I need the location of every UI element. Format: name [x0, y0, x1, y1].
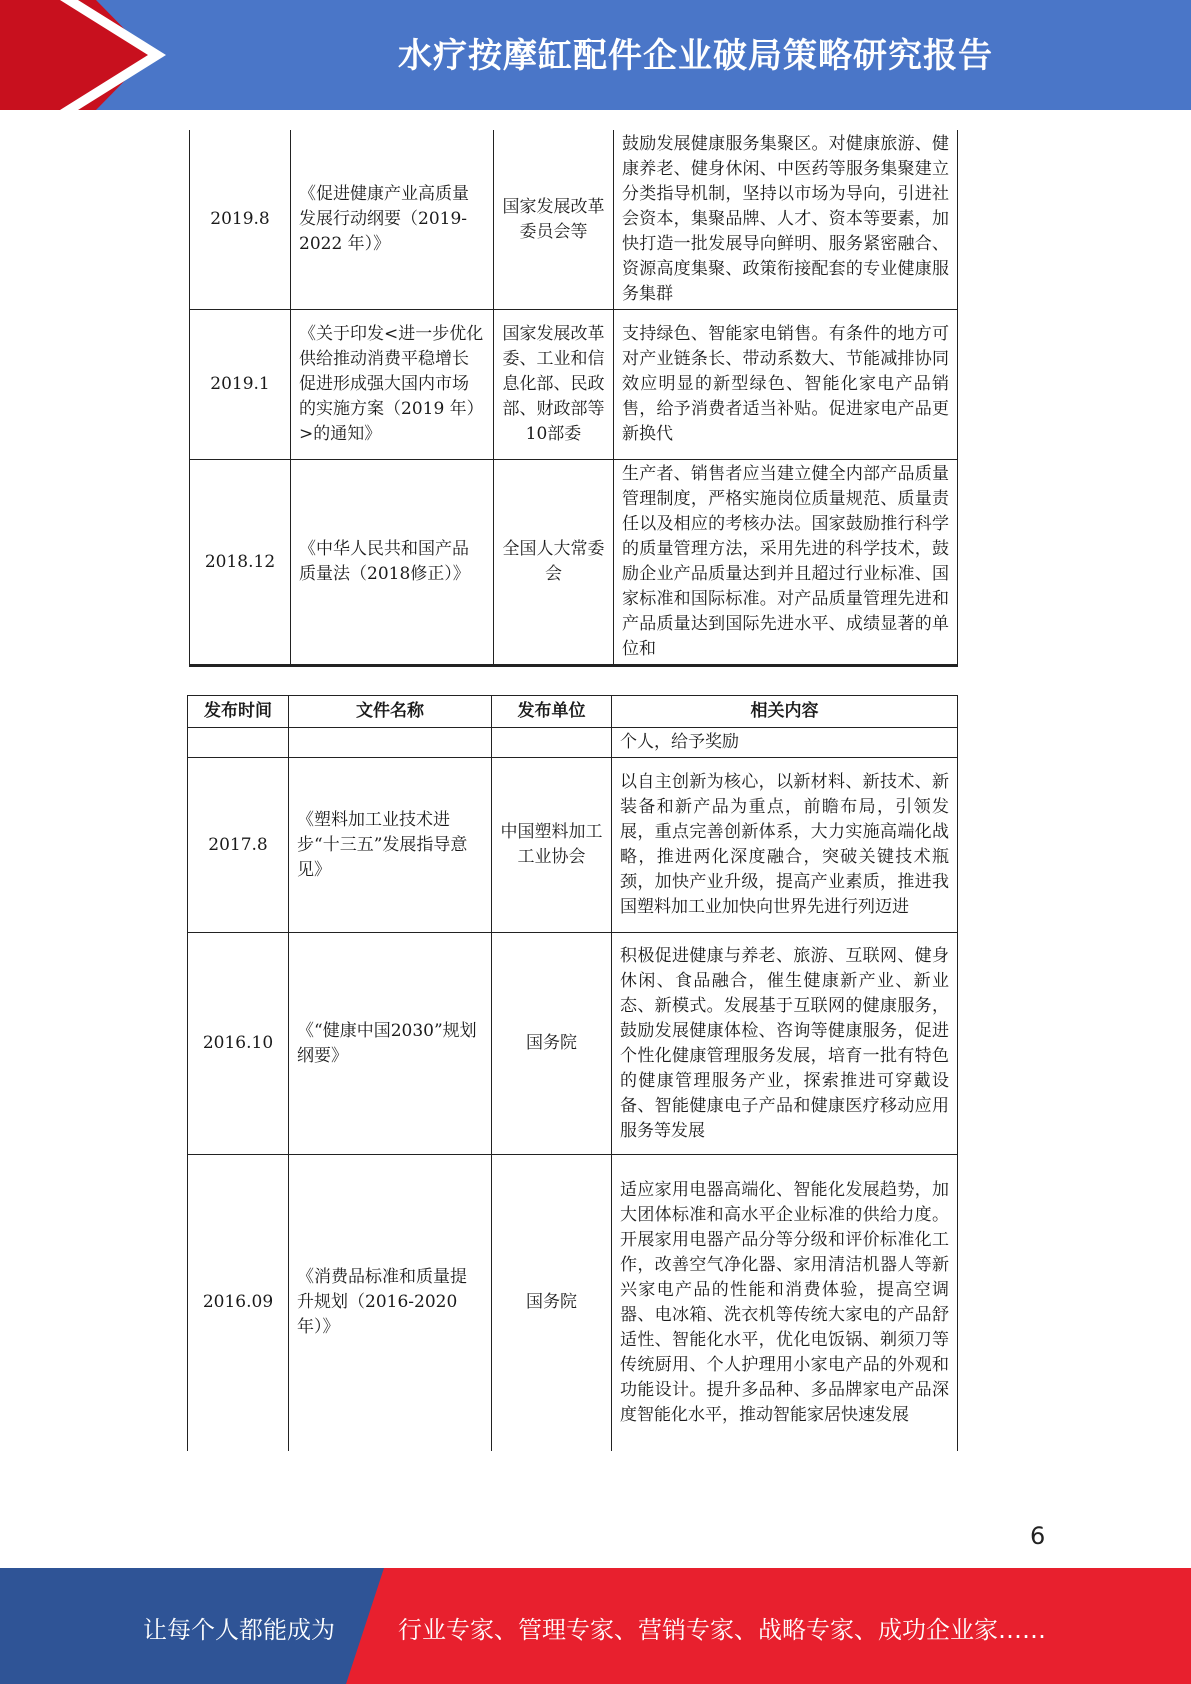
cell-document-name	[289, 728, 492, 758]
cell-document-name: 《中华人民共和国产品质量法（2018修正）》	[291, 460, 494, 666]
cell-issuer: 全国人大常委会	[494, 460, 614, 666]
cell-document-name: 《消费品标准和质量提升规划（2016-2020 年）》	[289, 1155, 492, 1451]
page-footer	[0, 1568, 1191, 1684]
cell-date: 2019.1	[190, 310, 291, 460]
table-row	[188, 1155, 958, 1451]
table-row	[188, 728, 958, 758]
table-row	[190, 460, 958, 666]
header-document-name: 文件名称	[289, 696, 492, 728]
cell-date	[188, 728, 289, 758]
cell-issuer: 国务院	[492, 933, 612, 1155]
cell-content: 支持绿色、智能家电销售。有条件的地方可对产业链条长、带动系数大、节能减排协同效应明显的新型绿色、智能化家电产品销售，给予消费者适当补贴。促进家电产品更新换代	[614, 310, 958, 460]
page-header	[0, 0, 1191, 110]
cell-issuer: 国务院	[492, 1155, 612, 1451]
cell-issuer: 国家发展改革委员会等	[494, 130, 614, 310]
footer-slogan-left: 让每个人都能成为	[143, 1616, 335, 1644]
cell-date: 2019.8	[190, 130, 291, 310]
footer-slogan-right: 行业专家、管理专家、营销专家、战略专家、成功企业家……	[398, 1616, 1046, 1644]
table-row	[190, 310, 958, 460]
header-content: 相关内容	[612, 696, 958, 728]
table-row	[188, 758, 958, 933]
table-row	[188, 933, 958, 1155]
cell-document-name: 《促进健康产业高质量发展行动纲要（2019-2022 年）》	[291, 130, 494, 310]
policy-table-continued	[189, 130, 958, 667]
header-issuer: 发布单位	[492, 696, 612, 728]
cell-date: 2016.10	[188, 933, 289, 1155]
cell-document-name: 《塑料加工业技术进步“十三五”发展指导意见》	[289, 758, 492, 933]
cell-document-name: 《关于印发<进一步优化供给推动消费平稳增长促进形成强大国内市场的实施方案（2019 年）>的通知》	[291, 310, 494, 460]
cell-issuer: 中国塑料加工工业协会	[492, 758, 612, 933]
cell-date: 2017.8	[188, 758, 289, 933]
policy-table	[187, 695, 958, 1451]
cell-issuer	[492, 728, 612, 758]
cell-content: 适应家用电器高端化、智能化发展趋势，加大团体标准和高水平企业标准的供给力度。开展家用电器产品分等分级和评价标准化工作，改善空气净化器、家用清洁机器人等新兴家电产品的性能和消费体验，提高空调器、电冰箱、洗衣机等传统大家电的产品舒适性、智能化水平，优化电饭锅、剃须刀等传统厨用、个人护理用小家电产品的外观和功能设计。提升多品种、多品牌家电产品深度智能化水平，推动智能家居快速发展	[612, 1155, 958, 1451]
cell-issuer: 国家发展改革委、工业和信息化部、民政部、财政部等10部委	[494, 310, 614, 460]
page-number: 6	[1030, 1522, 1046, 1550]
table-header-row	[188, 696, 958, 728]
table-row	[190, 130, 958, 310]
report-title: 水疗按摩缸配件企业破局策略研究报告	[398, 36, 993, 76]
cell-content: 个人，给予奖励	[612, 728, 958, 758]
cell-date: 2018.12	[190, 460, 291, 666]
header-date: 发布时间	[188, 696, 289, 728]
cell-date: 2016.09	[188, 1155, 289, 1451]
cell-content: 积极促进健康与养老、旅游、互联网、健身休闲、食品融合，催生健康新产业、新业态、新模式。发展基于互联网的健康服务，鼓励发展健康体检、咨询等健康服务，促进个性化健康管理服务发展，培育一批有特色的健康管理服务产业，探索推进可穿戴设备、智能健康电子产品和健康医疗移动应用服务等发展	[612, 933, 958, 1155]
cell-content: 以自主创新为核心，以新材料、新技术、新装备和新产品为重点，前瞻布局，引领发展，重点完善创新体系，大力实施高端化战略，推进两化深度融合，突破关键技术瓶颈，加快产业升级，提高产业素质，推进我国塑料加工业加快向世界先进行列迈进	[612, 758, 958, 933]
cell-content: 生产者、销售者应当建立健全内部产品质量管理制度，严格实施岗位质量规范、质量责任以及相应的考核办法。国家鼓励推行科学的质量管理方法，采用先进的科学技术，鼓励企业产品质量达到并且超过行业标准、国家标准和国际标准。对产品质量管理先进和产品质量达到国际先进水平、成绩显著的单位和	[614, 460, 958, 666]
cell-content: 鼓励发展健康服务集聚区。对健康旅游、健康养老、健身休闲、中医药等服务集聚建立分类指导机制，坚持以市场为导向，引进社会资本，集聚品牌、人才、资本等要素，加快打造一批发展导向鲜明、服务紧密融合、资源高度集聚、政策衔接配套的专业健康服务集群	[614, 130, 958, 310]
header-red-arrow	[0, 0, 150, 110]
cell-document-name: 《“健康中国2030”规划纲要》	[289, 933, 492, 1155]
